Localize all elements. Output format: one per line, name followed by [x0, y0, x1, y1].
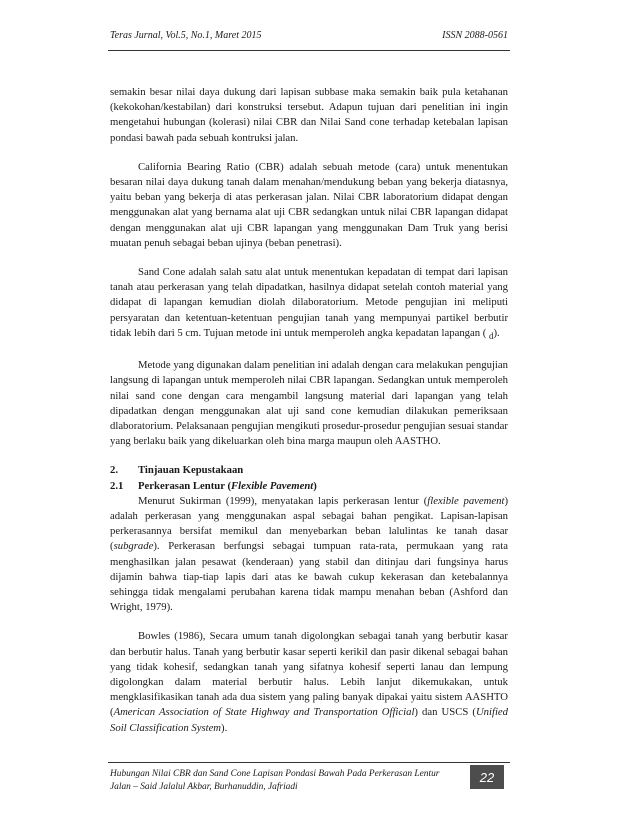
p5-italic-b: flexible pavement — [427, 494, 505, 507]
page-number: 22 — [470, 765, 504, 789]
subsection-title: Perkerasan Lentur ( — [138, 479, 232, 492]
p5-text-e: ). Perkerasan berfungsi sebagai tumpuan rata-rata, permukaan yang rata menghasilkan jalan pesawat (kenderaan) yang stabil dan ditinjau dari fungsinya harus dijamin bahwa tiap-tiap lapis dari atas ke bawah cukup kekerasan dan ketebalannya sehingga tidak mengalami perubahan karena tidak mampu menahan beban (Ashford dan Wright, 1979). — [110, 540, 508, 614]
footer-line-2: Jalan – Said Jalalul Akbar, Burhanuddin, Jafriadi — [110, 781, 298, 792]
paragraph-3-end: ). — [493, 326, 500, 339]
subsection-title-end: ) — [313, 479, 317, 492]
subsection-title-italic: Flexible Pavement — [231, 479, 314, 492]
paragraph-4: Metode yang digunakan dalam penelitian ini adalah dengan cara melakukan pengujian langsung di lapangan untuk memperoleh nilai CBR lapangan. Sedangkan untuk memperoleh nilai sand cone dengan cara mengambil langsung material dari lapangan yang telah dipadatkan dengan menggunakan alat uji sand cone kemudian dilakukan pemeriksaan dlaboratorium. Pelaksanaan pengujian mengikuti prosedur-prosedur pengujian sesuai standar yang berlaku baik yang dikeluarkan oleh bina marga maupun oleh AASTHO. — [110, 359, 508, 448]
p5-text-c: ) adalah perkerasan yang menggunakan aspal sebagai bahan pengikat. Lapisan-lapisan perkerasannya bersifat memikul dan menyebarkan beban lalulintas ke tanah dasar ( — [110, 494, 508, 553]
section-title: Tinjauan Kepustakaan — [138, 464, 244, 477]
subsection-number: 2.1 — [110, 479, 124, 492]
section-heading — [110, 463, 508, 478]
paragraph-2: California Bearing Ratio (CBR) adalah sebuah metode (cara) untuk menentukan besaran nilai daya dukung tanah dalam menahan/mendukung beban yang bekerja diatasnya, yaitu beban yang bekerja di atas perkerasan jalan. Nilai CBR laboratorium didapat dengan menggunakan alat yang bernama alat uji CBR sedangkan untuk nilai CBR lapangan didapat dengan menggunakan alat uji CBR lapangan yang menggunakan Dam Truk yang berisi muatan penuh sebagai beban ujinya (beban penetrasi). — [110, 160, 508, 249]
p6-italic-d: Unified Soil Classification System — [110, 706, 508, 734]
p6-text-c: ) dan USCS ( — [414, 706, 476, 719]
paragraph-6 — [110, 629, 508, 735]
issn: ISSN 2088-0561 — [442, 30, 508, 41]
paragraph-5 — [110, 494, 508, 616]
density-subscript: d — [489, 330, 494, 341]
running-header — [110, 30, 508, 44]
p6-text-a: Bowles (1986), Secara umum tanah digolongkan sebagai tanah yang berbutir kasar dan berbutir halus. Tanah yang berbutir kasar seperti kerikil dan pasir dikenal sebagai bahan yang tidak kohesif, sedangkan tanah yang sifatnya kohesif seperti lanau dan lempung digolongkan dalam material berbutir halus. Lebih lanjut dikemukakan, untuk mengklasifikasikan tanah ada dua sistem yang paling banyak dipakai yaitu sistem AASHTO ( — [110, 630, 508, 719]
running-footer — [110, 768, 470, 793]
footer-rule — [108, 762, 510, 763]
subsection-heading — [110, 479, 508, 494]
paragraph-3-text: Sand Cone adalah salah satu alat untuk menentukan kepadatan di tempat dari lapisan tanah atau perkerasan yang telah dipadatkan, hasilnya didapat setelah contoh material yang didapat di lapangan kemudian diolah dilaboratorium. Metode pengujian ini meliputi persyaratan dan ketentuan-ketentuan pengujian tanah yang mempunyai partikel berbutir tidak lebih dari 5 cm. Tujuan metode ini untuk memperoleh angka kepadatan lapangan ( — [110, 266, 508, 339]
paragraph-1: semakin besar nilai daya dukung dari lapisan subbase maka semakin baik pula ketahanan (kekokohan/kestabilan) dari konstruksi tersebut. Adapun tujuan dari penelitian ini ingin mengetahui hubungan (kolerasi) nilai CBR dan Nilai Sand cone terhadap ketebalan lapisan pondasi bawah pada sebuah kontruksi jalan. — [110, 86, 508, 144]
p6-text-e: ). — [221, 721, 228, 734]
journal-title: Teras Jurnal, Vol.5, No.1, Maret 2015 — [110, 30, 262, 41]
header-rule — [108, 50, 510, 51]
p6-italic-b: American Association of State Highway and Transportation Official — [113, 706, 415, 719]
paragraph-3 — [110, 265, 508, 344]
footer-line-1: Hubungan Nilai CBR dan Sand Cone Lapisan Pondasi Bawah Pada Perkerasan Lentur — [110, 769, 440, 779]
section-number: 2. — [110, 464, 119, 477]
p5-italic-d: subgrade — [113, 540, 154, 553]
main-text — [110, 85, 508, 736]
p5-text-a: Menurut Sukirman (1999), menyatakan lapis perkerasan lentur ( — [138, 494, 428, 507]
